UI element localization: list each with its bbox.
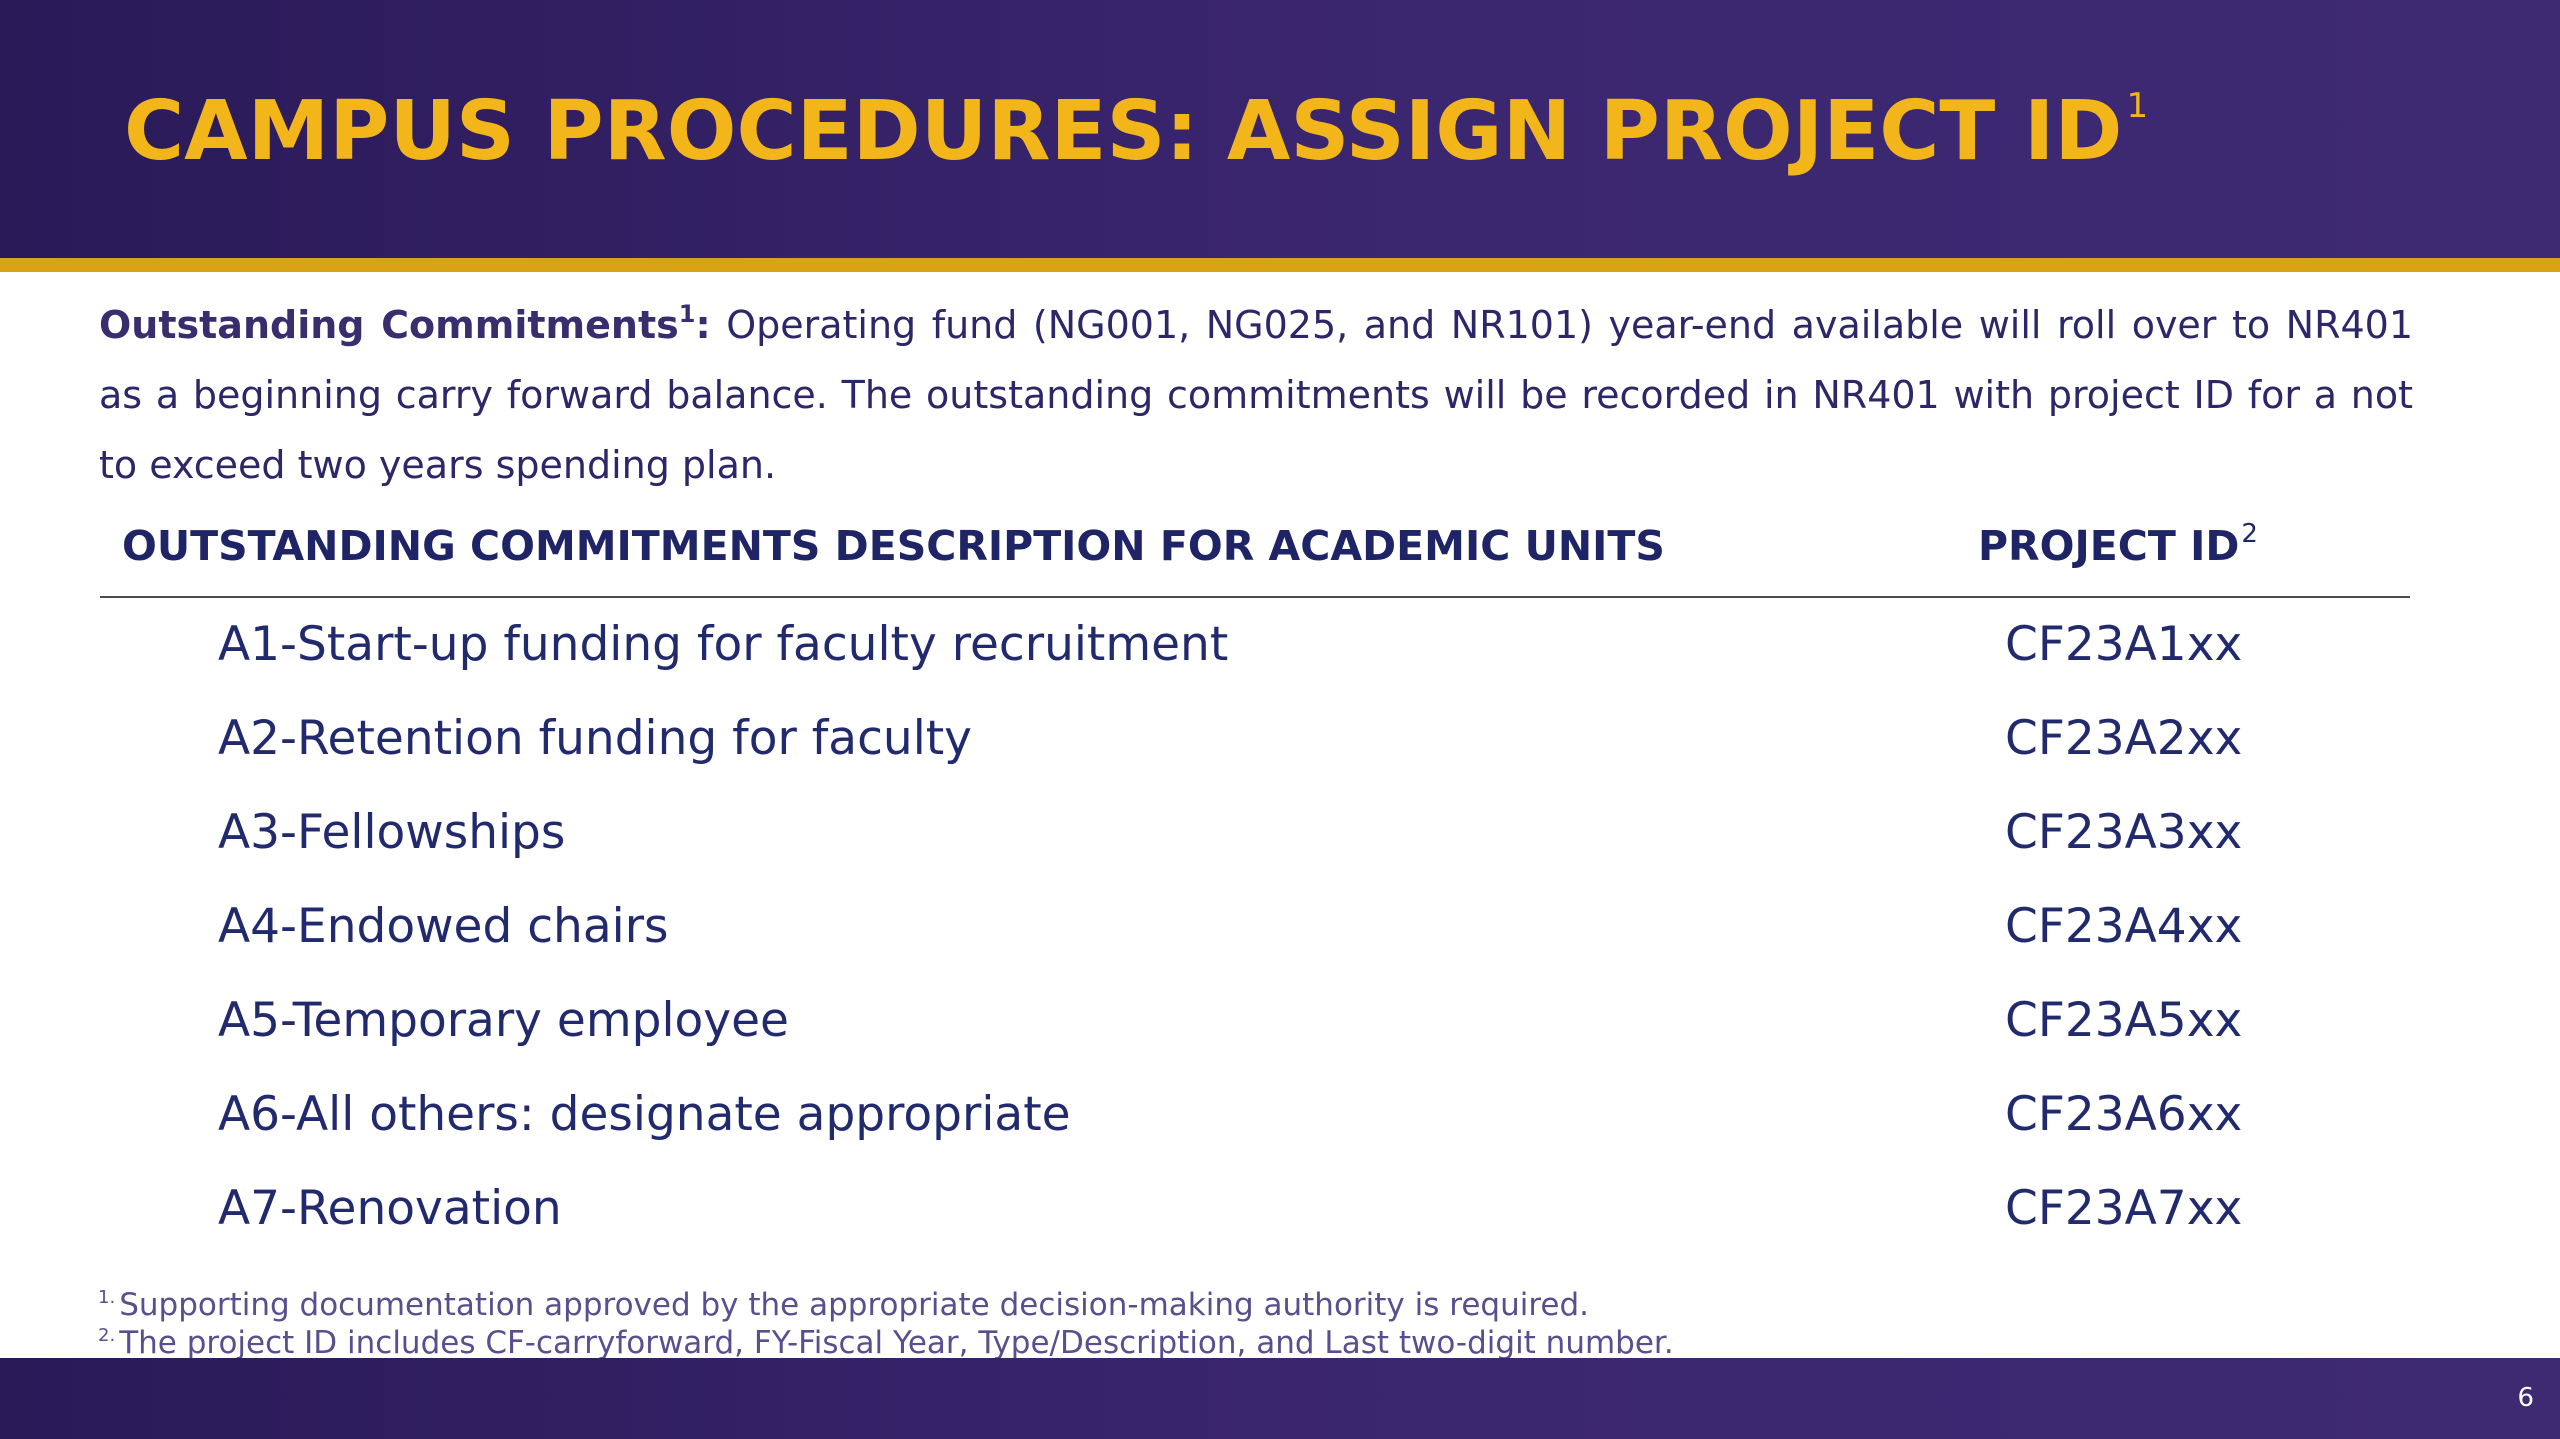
footnote: [98, 1324, 2398, 1358]
row-description: A7-Renovation: [218, 1181, 562, 1236]
row-description: A4-Endowed chairs: [218, 899, 669, 954]
intro-body: Operating fund (NG001, NG025, and NR101) year-end available will roll over to NR401 as a beginning carry forward balance. The outstanding commitments will be recorded in NR401 with project ID for a not to exceed two years spending plan.: [99, 303, 2413, 487]
intro-lead: [99, 300, 711, 347]
commitments-table-header: [100, 516, 2410, 598]
intro-paragraph: [99, 290, 2413, 500]
table-row: [100, 986, 2410, 1080]
intro-lead-text: Outstanding Commitments: [99, 303, 679, 347]
slide-title-superscript: 1: [2126, 86, 2149, 126]
table-row: [100, 610, 2410, 704]
row-project-id: CF23A5xx: [2005, 993, 2243, 1048]
table-row: [100, 1080, 2410, 1174]
header-description: OUTSTANDING COMMITMENTS DESCRIPTION FOR ACADEMIC UNITS: [122, 522, 1665, 570]
footnote-text: The project ID includes CF-carryforward, FY-Fiscal Year, Type/Description, and Last two-digit number.: [119, 1325, 1674, 1358]
table-row: [100, 704, 2410, 798]
commitments-table-body: [100, 610, 2410, 1268]
row-project-id: CF23A3xx: [2005, 805, 2243, 860]
header-project-id: [1978, 516, 2258, 576]
table-row: [100, 1174, 2410, 1268]
row-project-id: CF23A2xx: [2005, 711, 2243, 766]
footnote: [98, 1286, 2398, 1324]
footnote-text: Supporting documentation approved by the appropriate decision-making authority is required.: [119, 1287, 1589, 1323]
row-project-id: CF23A4xx: [2005, 899, 2243, 954]
page-number: 6: [2517, 1383, 2534, 1413]
table-row: [100, 798, 2410, 892]
row-description: A1-Start-up funding for faculty recruitment: [218, 617, 1229, 672]
footnote-mark: 1.: [98, 1287, 116, 1308]
header-project-id-text: PROJECT ID: [1978, 522, 2240, 570]
slide-title-text: CAMPUS PROCEDURES: ASSIGN PROJECT ID: [124, 84, 2123, 179]
row-description: A5-Temporary employee: [218, 993, 789, 1048]
intro-lead-superscript: 1: [678, 300, 696, 328]
slide-header-bar: [0, 0, 2560, 258]
row-description: A3-Fellowships: [218, 805, 566, 860]
header-accent-stripe: [0, 258, 2560, 272]
footnotes: [98, 1286, 2398, 1358]
row-project-id: CF23A1xx: [2005, 617, 2243, 672]
slide-footer-bar: [0, 1358, 2560, 1439]
footnote-mark: 2.: [98, 1325, 116, 1346]
row-description: A2-Retention funding for faculty: [218, 711, 972, 766]
slide-title: [124, 72, 2148, 192]
row-description: A6-All others: designate appropriate: [218, 1087, 1071, 1142]
header-project-id-superscript: 2: [2241, 519, 2258, 549]
row-project-id: CF23A6xx: [2005, 1087, 2243, 1142]
table-row: [100, 892, 2410, 986]
row-project-id: CF23A7xx: [2005, 1181, 2243, 1236]
intro-lead-colon: :: [695, 303, 711, 347]
